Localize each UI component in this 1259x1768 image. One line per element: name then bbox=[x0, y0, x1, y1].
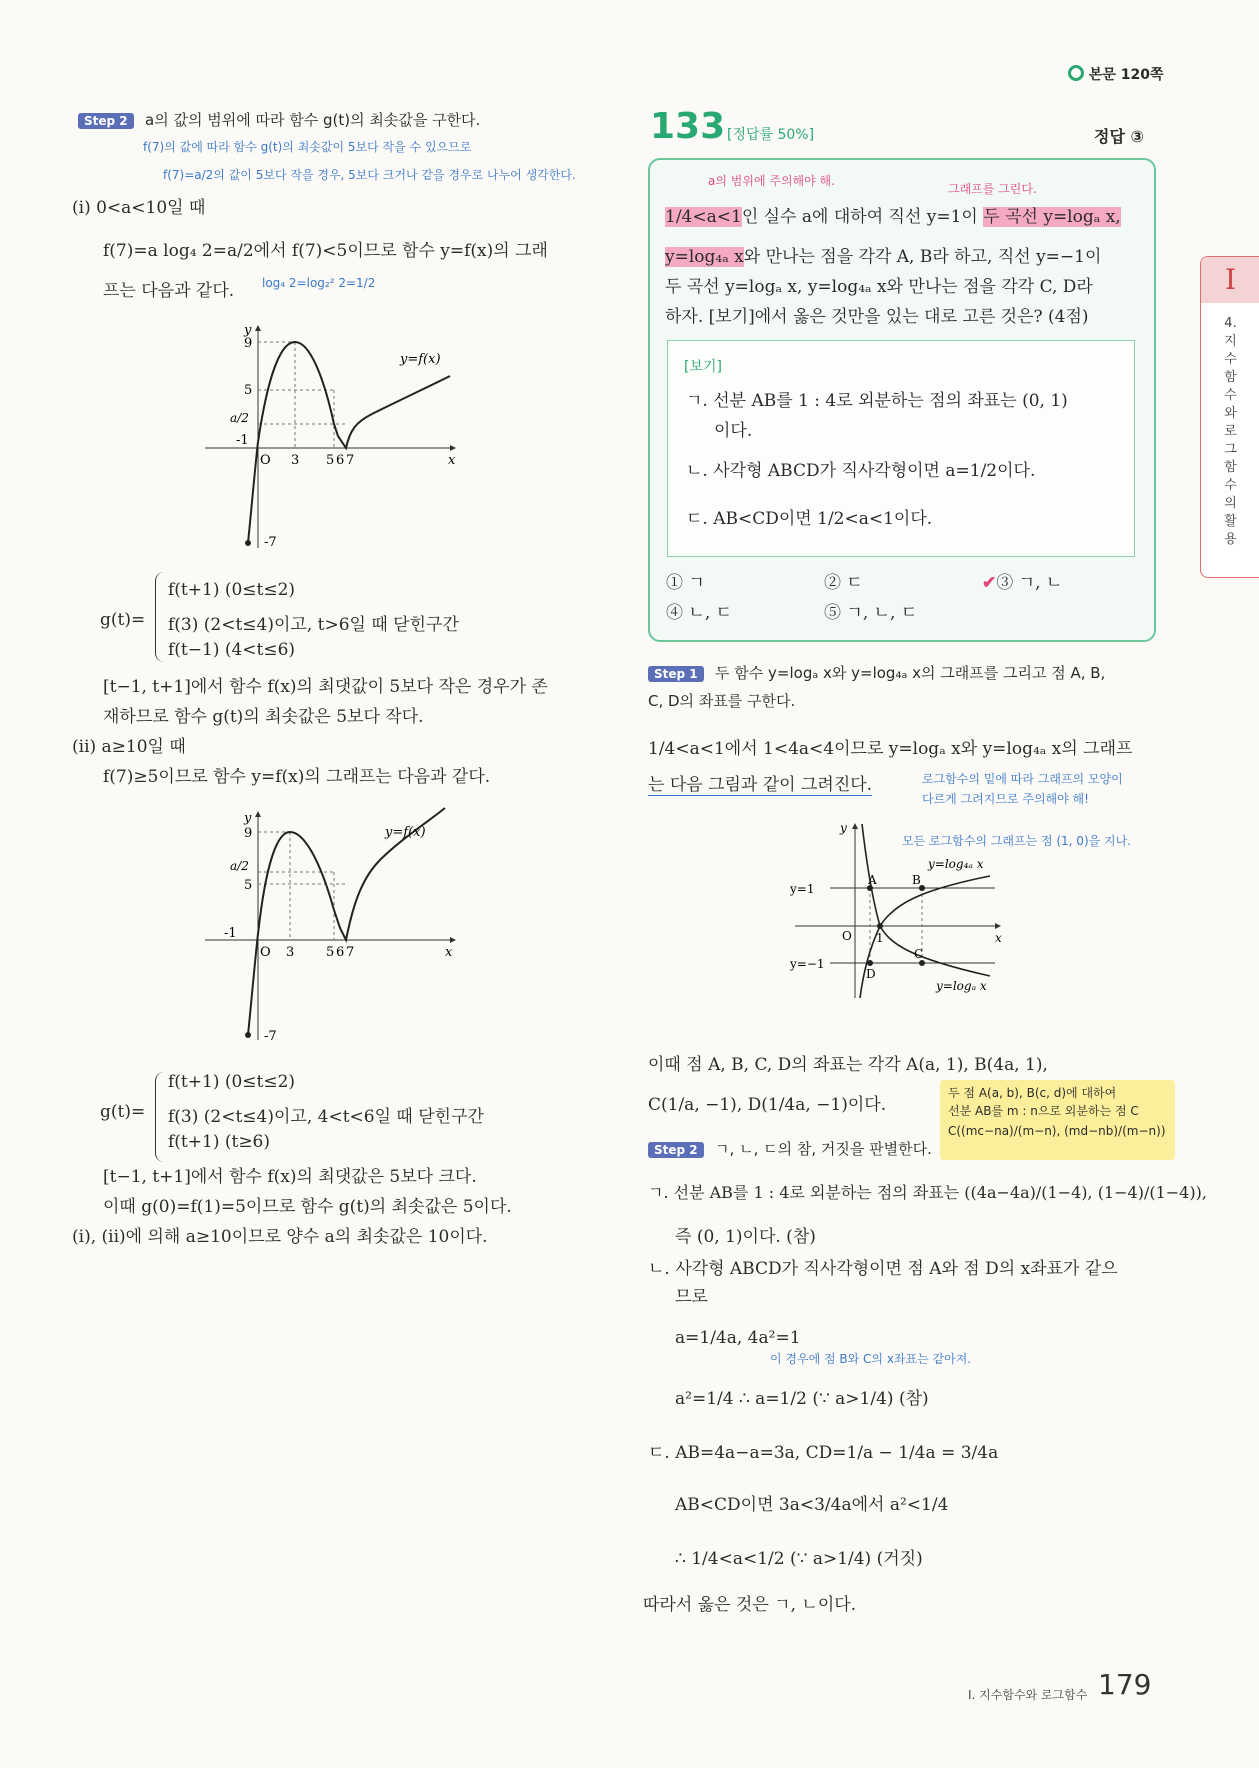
graph-3 bbox=[790, 818, 1010, 1003]
choice-2: ② ㄷ bbox=[824, 573, 863, 593]
sol-note-3: 모든 로그함수의 그래프는 점 (1, 0)을 지나. bbox=[902, 834, 1132, 848]
sol-final: 따라서 옳은 것은 ㄱ, ㄴ이다. bbox=[643, 1595, 857, 1615]
g2-tick-m7: -7 bbox=[264, 1029, 277, 1044]
bogi-item-2: ㄴ. 사각형 ABCD가 직사각형이면 a=1/2이다. bbox=[686, 461, 1036, 481]
g1-tick-a2: a/2 bbox=[230, 411, 249, 425]
sol-d-3: ∴ 1/4<a<1/2 (∵ a>1/4) (거짓) bbox=[675, 1549, 923, 1569]
hint-line-2: 선분 AB를 m : n으로 외분하는 점 C bbox=[948, 1104, 1139, 1118]
g2-tick-3: 3 bbox=[286, 945, 295, 960]
chapter-vertical-title: 4.지수함수와로그함수의활용 bbox=[1224, 316, 1237, 547]
g3-label-B: B bbox=[912, 873, 921, 887]
g3-label-C: C bbox=[914, 947, 924, 961]
problem-line-1 bbox=[665, 202, 1121, 227]
problem-line-3: 두 곡선 y=logₐ x, y=log₄ₐ x와 만나는 점을 각각 C, D라 bbox=[665, 277, 1093, 297]
sol-line-1: 1/4<a<1에서 1<4a<4이므로 y=logₐ x와 y=log₄ₐ x의 그래프 bbox=[648, 739, 1133, 759]
g2-row-2: f(3) (2<t≤4)이고, 4<t<6일 때 닫힌구간 bbox=[168, 1107, 484, 1127]
chapter-side-tab bbox=[1200, 256, 1259, 578]
g2-x-label: x bbox=[445, 945, 453, 960]
bogi-title: [보기] bbox=[684, 359, 722, 375]
g3-label-ym1: y=−1 bbox=[790, 957, 825, 971]
range-highlight: 1/4<a<1 bbox=[665, 207, 742, 227]
g2-endpoint bbox=[245, 1032, 251, 1038]
g3-label-log4a: y=log₄ₐ x bbox=[928, 857, 984, 871]
choice-3 bbox=[982, 568, 1062, 593]
sol-step2-badge: Step 2 bbox=[648, 1142, 704, 1158]
sol-note-2: 다르게 그려지므로 주의해야 해! bbox=[922, 792, 1089, 806]
sol-step2-title: ㄱ, ㄴ, ㄷ의 참, 거짓을 판별한다. bbox=[715, 1140, 932, 1158]
g1-tick-5: 5 bbox=[244, 383, 253, 398]
g3-label-A: A bbox=[868, 873, 877, 887]
case1-text2: 재하므로 함수 g(t)의 최솟값은 5보다 작다. bbox=[103, 707, 424, 727]
g1-prefix: g(t)= bbox=[100, 610, 146, 630]
case1-heading: (i) 0<a<10일 때 bbox=[72, 198, 206, 218]
g2-prefix: g(t)= bbox=[100, 1102, 146, 1122]
g1-endpoint bbox=[245, 540, 251, 546]
g2-tick-m1: -1 bbox=[224, 926, 237, 941]
g3-label-y1: y=1 bbox=[790, 882, 815, 896]
problem-number: 133 bbox=[650, 106, 726, 147]
g1-tick-9: 9 bbox=[244, 336, 253, 351]
g2-row-1: f(t+1) (0≤t≤2) bbox=[168, 1072, 296, 1092]
sol-step1-badge: Step 1 bbox=[648, 666, 704, 682]
g2-y-label: y bbox=[244, 811, 252, 826]
problem-note-left: a의 범위에 주의해야 해. bbox=[708, 174, 835, 188]
case2-heading: (ii) a≥10일 때 bbox=[72, 737, 186, 757]
g2-tick-O: O bbox=[260, 945, 271, 960]
sol-n-1: ㄴ. 사각형 ABCD가 직사각형이면 점 A와 점 D의 x좌표가 같으 bbox=[648, 1259, 1118, 1279]
g1-tick-6: 6 bbox=[336, 453, 345, 468]
bogi-item-3: ㄷ. AB<CD이면 1/2<a<1이다. bbox=[686, 509, 933, 529]
choice-3-label: ③ ㄱ, ㄴ bbox=[996, 573, 1063, 593]
problem-rate: [정답률 50%] bbox=[727, 127, 815, 143]
g3-one: 1 bbox=[876, 931, 884, 945]
check-mark-icon: ✔ bbox=[982, 573, 997, 593]
case2-text1: [t−1, t+1]에서 함수 f(x)의 최댓값은 5보다 크다. bbox=[103, 1167, 477, 1187]
g2-curve bbox=[248, 808, 445, 1035]
g2-func-label: y=f(x) bbox=[385, 825, 426, 840]
g1-tick-m1: -1 bbox=[236, 433, 249, 448]
sol-step1-title: 두 함수 y=logₐ x와 y=log₄ₐ x의 그래프를 그리고 점 A, B, bbox=[715, 664, 1106, 682]
g2-row-3: f(t+1) (t≥6) bbox=[168, 1132, 271, 1152]
g3-point-1 bbox=[877, 923, 883, 929]
sol-n-2: 므로 bbox=[675, 1287, 708, 1307]
g1-x-label: x bbox=[448, 453, 456, 468]
problem-line-4: 하자. [보기]에서 옳은 것만을 있는 대로 고른 것은? (4점) bbox=[665, 307, 1089, 327]
footer-chapter: Ⅰ. 지수함수와 로그함수 bbox=[968, 1688, 1088, 1702]
sol-step2-heading bbox=[648, 1138, 932, 1159]
ref-circle-icon bbox=[1068, 65, 1084, 81]
g2-tick-5: 5 bbox=[244, 878, 253, 893]
case2-text2: 이때 g(0)=f(1)=5이므로 함수 g(t)의 최솟값은 5이다. bbox=[103, 1197, 512, 1217]
g1-row-1: f(t+1) (0≤t≤2) bbox=[168, 580, 296, 600]
g1-tick-m7: -7 bbox=[264, 535, 277, 550]
g3-y-label: y bbox=[840, 821, 847, 835]
case1-note: log₄ 2=log₂² 2=1/2 bbox=[262, 276, 376, 290]
left-note-2: f(7)=a/2의 값이 5보다 작을 경우, 5보다 크거나 같을 경우로 나누어 생각한다. bbox=[163, 168, 576, 182]
g1-brace bbox=[155, 572, 164, 662]
case1-line2: 프는 다음과 같다. bbox=[103, 281, 235, 301]
g3-origin: O bbox=[842, 929, 852, 943]
g2-tick-5x: 5 bbox=[326, 945, 335, 960]
sol-note-1: 로그함수의 밑에 따라 그래프의 모양이 bbox=[922, 772, 1123, 786]
problem-note-right: 그래프를 그린다. bbox=[948, 182, 1037, 196]
g3-x-label: x bbox=[995, 931, 1002, 945]
g1-curve bbox=[248, 342, 450, 543]
case1-line1: f(7)=a log₄ 2=a/2에서 f(7)<5이므로 함수 y=f(x)의 그래 bbox=[103, 241, 548, 261]
sol-coords-1: 이때 점 A, B, C, D의 좌표는 각각 A(a, 1), B(4a, 1), bbox=[648, 1055, 1048, 1075]
chapter-roman: I bbox=[1201, 257, 1259, 303]
g1-tick-7: 7 bbox=[346, 453, 355, 468]
sol-n-4: a²=1/4 ∴ a=1/2 (∵ a>1/4) (참) bbox=[675, 1389, 929, 1409]
left-note-1: f(7)의 값에 따라 함수 g(t)의 최솟값이 5보다 작을 수 있으므로 bbox=[143, 140, 472, 154]
g1-row-3: f(t−1) (4<t≤6) bbox=[168, 640, 296, 660]
bogi-item-1: ㄱ. 선분 AB를 1 : 4로 외분하는 점의 좌표는 (0, 1) bbox=[686, 391, 1068, 411]
g1-tick-5x: 5 bbox=[326, 453, 335, 468]
page-ref-label: 본문 120쪽 bbox=[1088, 67, 1164, 83]
graph-1 bbox=[200, 318, 470, 558]
sol-n-3: a=1/4a, 4a²=1 bbox=[675, 1328, 801, 1348]
case2-line1: f(7)≥5이므로 함수 y=f(x)의 그래프는 다음과 같다. bbox=[103, 767, 491, 787]
g3-label-D: D bbox=[866, 967, 876, 981]
hint-line-3: C((mc−na)/(m−n), (md−nb)/(m−n)) bbox=[948, 1124, 1166, 1138]
curve-highlight-2: y=log₄ₐ x bbox=[665, 247, 744, 267]
choice-5: ⑤ ㄱ, ㄴ, ㄷ bbox=[824, 603, 918, 623]
g3-curve-loga bbox=[862, 824, 990, 976]
g2-brace bbox=[155, 1072, 164, 1162]
sol-coords-2: C(1/a, −1), D(1/4a, −1)이다. bbox=[648, 1095, 887, 1115]
choice-1: ① ㄱ bbox=[666, 573, 705, 593]
g1-func-label: y=f(x) bbox=[400, 352, 441, 367]
page-ref bbox=[1068, 64, 1164, 84]
conclusion: (i), (ii)에 의해 a≥10이므로 양수 a의 최솟값은 10이다. bbox=[72, 1227, 488, 1247]
problem-line-1b: 인 실수 a에 대하여 직선 y=1이 bbox=[741, 207, 978, 227]
problem-answer: 정답 ③ bbox=[1094, 127, 1145, 146]
step2-badge: Step 2 bbox=[78, 113, 134, 129]
sol-n-note: 이 경우에 점 B와 C의 x좌표는 같아져. bbox=[770, 1352, 972, 1366]
g3-label-loga: y=logₐ x bbox=[936, 979, 987, 993]
g2-tick-7: 7 bbox=[346, 945, 355, 960]
hint-line-1: 두 점 A(a, b), B(c, d)에 대하여 bbox=[948, 1086, 1117, 1100]
g1-tick-3: 3 bbox=[291, 453, 300, 468]
problem-line-2 bbox=[665, 242, 1101, 267]
curve-highlight-1: 두 곡선 y=logₐ x, bbox=[983, 207, 1121, 227]
g1-tick-O: O bbox=[260, 453, 271, 468]
g2-tick-a2: a/2 bbox=[230, 859, 249, 873]
footer-page-number: 179 bbox=[1098, 1668, 1152, 1701]
choice-4: ④ ㄴ, ㄷ bbox=[666, 603, 733, 623]
sol-step1-heading bbox=[648, 662, 1105, 683]
sol-line-2: 는 다음 그림과 같이 그려진다. bbox=[648, 770, 872, 796]
g2-tick-6: 6 bbox=[336, 945, 345, 960]
case1-text1: [t−1, t+1]에서 함수 f(x)의 최댓값이 5보다 작은 경우가 존 bbox=[103, 677, 548, 697]
left-step2-heading bbox=[78, 109, 480, 130]
step2-title: a의 값의 범위에 따라 함수 g(t)의 최솟값을 구한다. bbox=[145, 111, 481, 129]
g2-tick-9: 9 bbox=[244, 826, 253, 841]
g1-row-2: f(3) (2<t≤4)이고, t>6일 때 닫힌구간 bbox=[168, 615, 459, 635]
sol-step1-title-2: C, D의 좌표를 구한다. bbox=[648, 692, 796, 710]
sol-g-2: 즉 (0, 1)이다. (참) bbox=[675, 1227, 816, 1247]
problem-line-2b: 와 만나는 점을 각각 A, B라 하고, 직선 y=−1이 bbox=[743, 247, 1102, 267]
graph-2 bbox=[200, 800, 470, 1050]
g1-y-label: y bbox=[244, 323, 252, 338]
g3-point-D bbox=[867, 960, 873, 966]
sol-d-2: AB<CD이면 3a<3/4a에서 a²<1/4 bbox=[675, 1495, 949, 1515]
sol-d-1: ㄷ. AB=4a−a=3a, CD=1/a − 1/4a = 3/4a bbox=[648, 1443, 999, 1463]
sol-g-1: ㄱ. 선분 AB를 1 : 4로 외분하는 점의 좌표는 ((4a−4a)/(1−4), (1−4)/(1−4)), bbox=[648, 1183, 1207, 1202]
bogi-item-1b: 이다. bbox=[714, 421, 753, 441]
